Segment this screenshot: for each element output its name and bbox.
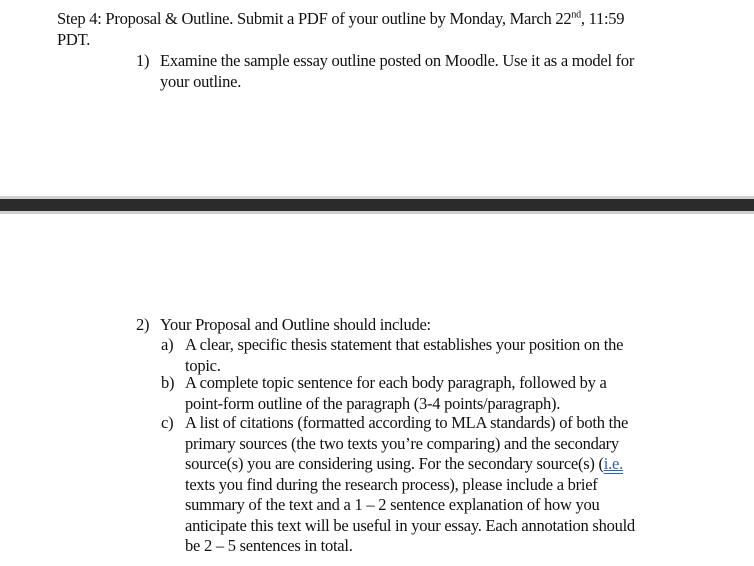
sub-item-line: be 2 – 5 sentences in total. <box>185 536 353 555</box>
list-number: 2) <box>136 315 150 334</box>
sub-item-text <box>185 413 635 557</box>
step-4-text: Step 4: Proposal & Outline. Submit a PDF of your outline by Monday, March 22 <box>57 9 572 28</box>
ie-abbreviation-link[interactable]: i.e. <box>603 454 623 473</box>
sub-item-a <box>161 335 701 377</box>
sub-item-line-text: source(s) you are considering using. For the secondary source(s) ( <box>185 454 604 473</box>
sub-item-line: primary sources (the two texts you’re comparing) and the secondary <box>185 433 619 453</box>
list-item-text <box>160 51 634 92</box>
list-number: 1) <box>136 51 150 70</box>
sub-item-text <box>185 373 607 414</box>
sub-item-b <box>161 373 701 415</box>
step-4-time: , 11:59 <box>580 9 625 28</box>
sub-item-line: A clear, specific thesis statement that establishes your position on the <box>185 335 624 354</box>
sub-item-text <box>185 335 623 376</box>
step-4-paragraph <box>57 9 697 50</box>
page-break-bar <box>0 199 754 211</box>
list-item-line: Examine the sample essay outline posted on Moodle. Use it as a model for <box>160 51 635 70</box>
sub-item-line: A list of citations (formatted according to MLA standards) of both the <box>185 413 629 432</box>
page-break <box>0 196 754 214</box>
step-4-line-2: PDT. <box>57 29 91 49</box>
list-item-1 <box>136 51 696 93</box>
sub-item-line <box>185 454 635 475</box>
sub-item-line: point-form outline of the paragraph (3-4 points/paragraph). <box>185 393 561 413</box>
date-ordinal: nd <box>571 9 581 21</box>
sub-item-line: anticipate this text will be useful in your essay. Each annotation should <box>185 515 635 535</box>
list-item-2 <box>136 315 696 337</box>
sub-item-letter: c) <box>161 413 174 432</box>
sub-item-line: summary of the text and a 1 – 2 sentence explanation of how you <box>185 495 600 514</box>
sub-item-line: texts you find during the research process), please include a brief <box>185 474 598 494</box>
list-item-line: your outline. <box>160 71 242 91</box>
sub-item-letter: b) <box>161 373 175 392</box>
sub-item-line: topic. <box>185 355 221 375</box>
sub-item-letter: a) <box>161 335 174 354</box>
list-item-text: Your Proposal and Outline should include: <box>160 315 431 334</box>
sub-item-line: A complete topic sentence for each body paragraph, followed by a <box>185 373 607 392</box>
sub-item-c <box>161 413 706 563</box>
step-4-line-1 <box>57 9 697 30</box>
